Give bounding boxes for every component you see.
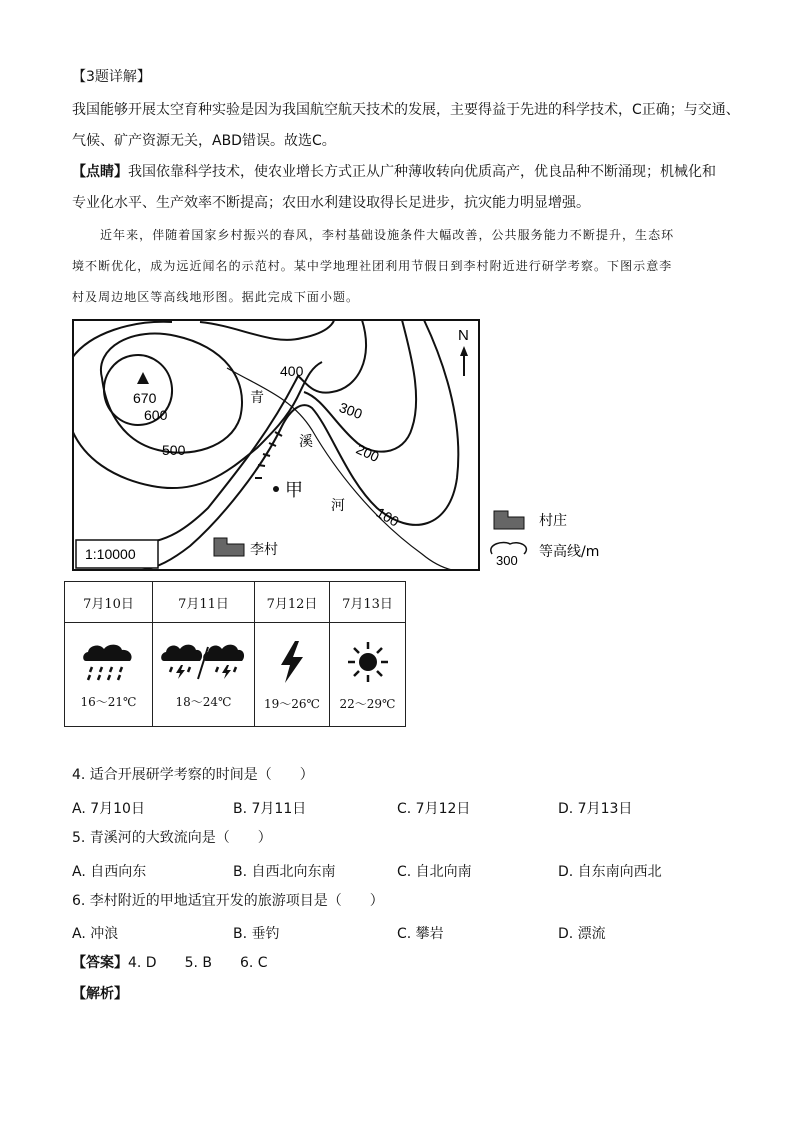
village-label: 李村 bbox=[250, 542, 278, 558]
passage-line2: 境不断优化，成为远近闻名的示范村。某中学地理社团利用节假日到李村附近进行研学考察。下图示意李 bbox=[72, 259, 673, 273]
point-jia-dot bbox=[273, 486, 279, 492]
question-5-stem: 5. 青溪河的大致流向是（ ） bbox=[72, 830, 272, 846]
weather-temp: 22～29℃ bbox=[339, 697, 396, 711]
question-6-stem: 6. 李村附近的甲地适宜开发的旅游项目是（ ） bbox=[72, 893, 384, 909]
rain-icon bbox=[80, 641, 138, 681]
thunderstorm-icon bbox=[160, 641, 248, 681]
scale-text: 1:10000 bbox=[85, 546, 136, 562]
legend-contour-value: 300 bbox=[496, 553, 518, 568]
contour-label-200: 200 bbox=[353, 440, 382, 466]
weather-date: 7月10日 bbox=[65, 582, 153, 623]
passage-line1: 近年来，伴随着国家乡村振兴的春风，李村基础设施条件大幅改善，公共服务能力不断提升，生态环 bbox=[100, 228, 675, 242]
contour-label-100: 100 bbox=[373, 504, 402, 530]
q4-option-b: B. 7月11日 bbox=[233, 801, 307, 817]
section3-text-line1: 我国能够开展太空育种实验是因为我国航空航天技术的发展，主要得益于先进的科学技术，C正确；与交通、 bbox=[72, 102, 740, 118]
q6-option-d: D. 漂流 bbox=[558, 926, 606, 942]
passage-line3: 村及周边地区等高线地形图。据此完成下面小题。 bbox=[72, 290, 360, 304]
contour-map bbox=[72, 318, 612, 576]
weather-table bbox=[64, 581, 406, 727]
contour-label-400: 400 bbox=[280, 363, 304, 379]
q5-option-c: C. 自北向南 bbox=[397, 864, 472, 880]
q4-option-c: C. 7月12日 bbox=[397, 801, 471, 817]
weather-cell-4 bbox=[330, 623, 406, 727]
point-jia-label: 甲 bbox=[285, 480, 303, 501]
section3-heading: 【3题详解】 bbox=[72, 69, 151, 85]
q6-option-a: A. 冲浪 bbox=[72, 926, 119, 942]
tip-label: 【点睛】 bbox=[72, 164, 128, 180]
lightning-icon bbox=[277, 641, 307, 683]
weather-date: 7月11日 bbox=[153, 582, 255, 623]
tip-line1 bbox=[72, 163, 716, 181]
answer-label: 【答案】 bbox=[72, 955, 128, 971]
weather-cell-3 bbox=[255, 623, 330, 727]
tip-text-line2: 专业化水平、生产效率不断提高；农田水利建设取得长足进步，抗灾能力明显增强。 bbox=[72, 195, 590, 211]
q5-option-d: D. 自东南向西北 bbox=[558, 864, 662, 880]
legend-village-label: 村庄 bbox=[539, 513, 567, 529]
river-label-xi: 溪 bbox=[299, 434, 313, 450]
north-label: N bbox=[458, 327, 469, 344]
section3-text-line2: 气候、矿产资源无关，ABD错误。故选C。 bbox=[72, 133, 336, 149]
weather-cell-2 bbox=[153, 623, 255, 727]
weather-detail-row bbox=[65, 623, 406, 727]
weather-temp: 19～26℃ bbox=[264, 697, 320, 711]
contour-label-600: 600 bbox=[144, 407, 168, 423]
q5-option-b: B. 自西北向东南 bbox=[233, 864, 336, 880]
contour-label-300: 300 bbox=[337, 399, 365, 423]
weather-temp: 16～21℃ bbox=[80, 695, 137, 709]
peak-elevation: 670 bbox=[133, 390, 157, 406]
q5-option-a: A. 自西向东 bbox=[72, 864, 147, 880]
weather-date: 7月12日 bbox=[255, 582, 330, 623]
q6-option-c: C. 攀岩 bbox=[397, 926, 444, 942]
answer-text: 4. D 5. B 6. C bbox=[128, 955, 268, 971]
q4-option-d: D. 7月13日 bbox=[558, 801, 633, 817]
legend-village-icon bbox=[494, 511, 524, 529]
weather-date: 7月13日 bbox=[330, 582, 406, 623]
river-label-qing: 青 bbox=[250, 390, 264, 406]
weather-date-row bbox=[65, 582, 406, 623]
tip-text-line1: 我国依靠科学技术，使农业增长方式正从广种薄收转向优质高产，优良品种不断涌现；机械化和 bbox=[128, 164, 716, 180]
question-4-stem: 4. 适合开展研学考察的时间是（ ） bbox=[72, 767, 314, 783]
river-label-he: 河 bbox=[331, 498, 345, 514]
legend-contour-label: 等高线/m bbox=[539, 544, 600, 560]
answer-line bbox=[72, 954, 268, 972]
q4-option-a: A. 7月10日 bbox=[72, 801, 145, 817]
analysis-label: 【解析】 bbox=[72, 986, 128, 1002]
weather-cell-1 bbox=[65, 623, 153, 727]
contour-label-500: 500 bbox=[162, 442, 186, 458]
weather-temp: 18～24℃ bbox=[175, 695, 232, 709]
sun-icon bbox=[345, 641, 391, 683]
q6-option-b: B. 垂钓 bbox=[233, 926, 280, 942]
